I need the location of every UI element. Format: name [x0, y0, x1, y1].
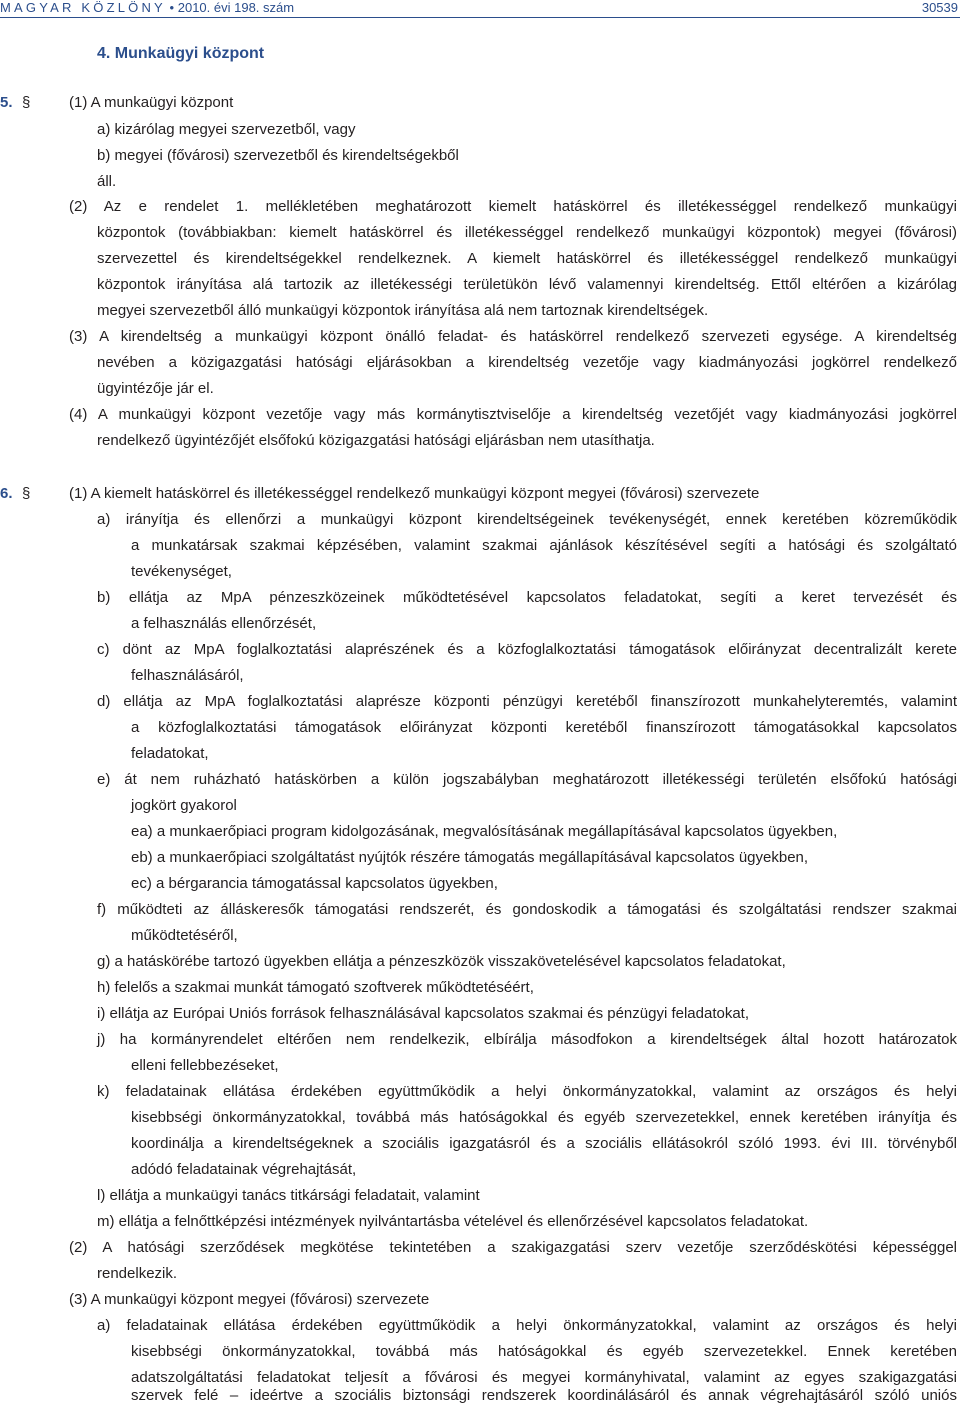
s5-p2-line: központok irányítása alá tartozik az illetékességi területükön lévő valamennyi kirendeltség. Ettől eltérően a kizárólag [97, 276, 957, 293]
s5-p3-line: nevében a közigazgatási hatósági eljárásokban a kirendeltség vezetője vagy kiadmányozási jogkörrel rendelkező [97, 354, 957, 371]
s6-p3-item-a: a) feladatainak ellátása érdekében együttműködik a helyi önkormányzatokkal, valamint az országos és helyi [97, 1317, 957, 1334]
s6-item-b: a felhasználás ellenőrzését, [131, 615, 317, 632]
s6-item-eb: eb) a munkaerőpiaci szolgáltatást nyújtók részére támogatás megállapításával kapcsolatos ügyekben, [131, 849, 809, 866]
s5-p1-tail: áll. [97, 173, 117, 190]
s6-item-e: e) át nem ruházható hatáskörben a külön jogszabályban meghatározott illetékességi területén elsőfokú hatósági [97, 771, 957, 788]
s6-item-a: a munkatársak szakmai képzésében, valamint szakmai ajánlások készítésével segíti a hatósági és szolgáltató [131, 537, 957, 554]
s5-p1-intro: (1) A munkaügyi központ [69, 94, 234, 111]
s6-item-j: elleni fellebbezéseket, [131, 1057, 279, 1074]
s6-item-a: a) irányítja és ellenőrzi a munkaügyi központ kirendeltségeinek tevékenységét, ennek keretében közreműködik [97, 511, 957, 528]
s6-item-ec: ec) a bérgarancia támogatással kapcsolatos ügyekben, [131, 875, 498, 892]
s6-item-i: i) ellátja az Európai Uniós források felhasználásával kapcsolatos szakmai és pénzügyi feladatokat, [97, 1005, 750, 1022]
s5-p1-a: a) kizárólag megyei szervezetből, vagy [97, 121, 356, 138]
s5-p3-line: (3) A kirendeltség a munkaügyi központ önálló feladat- és hatáskörrel rendelkező szervezeti egysége. A kirendeltség [69, 328, 957, 345]
s6-p3-item-a: szervek felé – ideértve a szociális biztonsági rendszerek koordinálásáról és annak végrehajtásáról szóló uniós [131, 1387, 957, 1404]
year-issue: 2010. évi 198. szám [177, 0, 295, 15]
s6-item-g: g) a hatáskörébe tartozó ügyekben ellátja a pénzeszközök visszakövetelésével kapcsolatos feladatokat, [97, 953, 786, 970]
s6-item-c: c) dönt az MpA foglalkoztatási alaprészének és a közfoglalkoztatási támogatások előirányzat decentralizált kerete [97, 641, 957, 658]
s6-item-d: feladatokat, [131, 745, 209, 762]
page-number: 30539 [921, 0, 958, 15]
s6-p2-line: rendelkezik. [97, 1265, 178, 1282]
header-left [0, 0, 294, 15]
s6-item-f: f) működteti az álláskeresők támogatási rendszerét, és gondoskodik a támogatási és szolgáltatási rendszer szakmai [97, 901, 957, 918]
s5-p4-line: rendelkező ügyintézőjét elsőfokú közigazgatási hatósági eljárásban nem utasíthatja. [97, 432, 655, 449]
section-5-number: 5. [0, 94, 13, 111]
s6-p1-intro: (1) A kiemelt hatáskörrel és illetékességgel rendelkező munkaügyi központ megyei (fővárosi) szervezete [69, 485, 760, 502]
s6-item-k: k) feladatainak ellátása érdekében együttműködik a helyi önkormányzatokkal, valamint az országos és helyi [97, 1083, 957, 1100]
section-sign: § [22, 485, 31, 502]
s5-p1-b: b) megyei (fővárosi) szervezetből és kirendeltségekből [97, 147, 459, 164]
s6-item-b: b) ellátja az MpA pénzeszközeinek működtetésével kapcsolatos feladatokat, segíti a keret tervezését és [97, 589, 957, 606]
journal-name: MAGYAR KÖZLÖNY [0, 0, 166, 15]
s6-item-j: j) ha kormányrendelet eltérően nem rendelkezik, elbírálja másodfokon a kirendeltségek által hozott határozatok [97, 1031, 957, 1048]
s6-p3-item-a: kisebbségi önkormányzatokkal, továbbá más hatóságokkal és egyéb szervezetekkel. Ennek keretében [131, 1343, 957, 1360]
s6-item-l: l) ellátja a munkaügyi tanács titkársági feladatait, valamint [97, 1187, 480, 1204]
s6-item-k: adódó feladatainak végrehajtását, [131, 1161, 357, 1178]
s6-p3-item-a: adatszolgáltatási feladatokat teljesít a fővárosi és megyei kormányhivatal, valamint az egyes szakigazgatási [131, 1369, 957, 1386]
s5-p2-line: (2) Az e rendelet 1. mellékletében meghatározott kiemelt hatáskörrel és illetékességgel rendelkező munkaügyi [69, 198, 957, 215]
s5-p4-line: (4) A munkaügyi központ vezetője vagy más kormánytisztviselője a kirendeltség vezetőjét vagy kiadmányozási jogkörrel [69, 406, 957, 423]
section-title: 4. Munkaügyi központ [97, 45, 265, 62]
s6-p2-line: (2) A hatósági szerződések megkötése tekintetében a szakigazgatási szerv vezetője szerződéskötési képességgel [69, 1239, 957, 1256]
section-sign: § [22, 94, 31, 111]
s6-item-d: d) ellátja az MpA foglalkoztatási alaprésze központi pénzügyi keretéből finanszírozott munkahelyteremtés, valamint [97, 693, 957, 710]
s5-p2-line: megyei szervezetből álló munkaügyi központok irányítása alá nem tartoznak kirendeltségek. [97, 302, 709, 319]
s6-item-d: a közfoglalkoztatási támogatások előirányzat központi keretéből finanszírozott támogatásokkal kapcsolatos [131, 719, 957, 736]
section-6-number: 6. [0, 485, 13, 502]
s5-p2-line: központok (továbbiakban: kiemelt hatáskörrel és illetékességgel rendelkező munkaügyi központok) megyei (fővárosi) [97, 224, 957, 241]
s5-p2-line: szervezettel és kirendeltségekkel rendelkeznek. A kiemelt hatáskörrel és illetékességgel rendelkező munkaügyi [97, 250, 957, 267]
header-separator: • [169, 0, 175, 15]
s6-item-k: kisebbségi önkormányzatokkal, továbbá más hatóságokkal és egyéb szervezetekkel, ennek keretében irányítja és [131, 1109, 957, 1126]
running-header [0, 0, 960, 18]
s6-item-e: jogkört gyakorol [131, 797, 237, 814]
s6-p3-intro: (3) A munkaügyi központ megyei (fővárosi) szervezete [69, 1291, 430, 1308]
s6-item-k: koordinálja a kirendeltségeknek a szociális igazgatásról és a szociális ellátásokról szóló 1993. évi III. törvényből [131, 1135, 957, 1152]
s6-item-h: h) felelős a szakmai munkát támogató szoftverek működtetéséért, [97, 979, 534, 996]
s6-item-ea: ea) a munkaerőpiaci program kidolgozásának, megvalósításának megállapításával kapcsolatos ügyekben, [131, 823, 838, 840]
s6-item-f: működtetéséről, [131, 927, 238, 944]
s6-item-c: felhasználásáról, [131, 667, 244, 684]
s5-p3-line: ügyintézője jár el. [97, 380, 214, 397]
s6-item-a: tevékenységet, [131, 563, 232, 580]
s6-item-m: m) ellátja a felnőttképzési intézmények nyilvántartásba vételével és ellenőrzésével kapcsolatos feladatokat. [97, 1213, 809, 1230]
